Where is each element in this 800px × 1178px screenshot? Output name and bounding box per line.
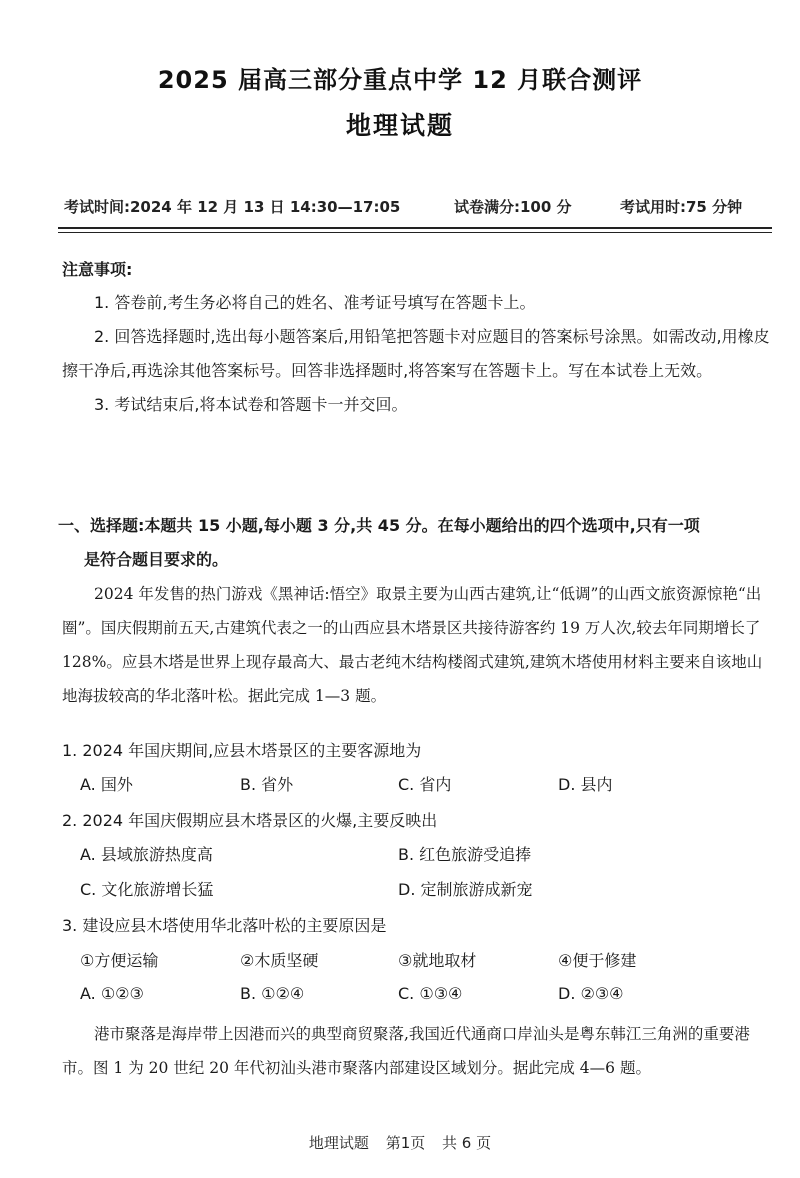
question-3-option-b: B. ①②④ [240, 984, 305, 1003]
question-3-option-c: C. ①③④ [398, 984, 463, 1003]
exam-duration: 考试用时:75 分钟 [620, 198, 743, 216]
section-heading-line-2: 是符合题目要求的。 [84, 550, 229, 569]
passage-1: 2024 年发售的热门游戏《黑神话:悟空》取景主要为山西古建筑,让“低调”的山西文旅资源惊艳“出圈”。国庆假期前五天,古建筑代表之一的山西应县木塔景区共接待游客约 19 万人次,较去年同期增长了 128%。应县木塔是世界上现存最高大、最古老纯木结构楼阁式建筑,建筑木塔使用材料主要来自该地山地海拔较高的华北落叶松。据此完成 1—3 题。 [62, 585, 763, 705]
full-score: 试卷满分:100 分 [454, 198, 572, 216]
passage-2: 港市聚落是海岸带上因港而兴的典型商贸聚落,我国近代通商口岸汕头是粤东韩江三角洲的重要港市。图 1 为 20 世纪 20 年代初汕头港市聚落内部建设区域划分。据此完成 4—6 题。 [62, 1025, 750, 1077]
question-3-option-d: D. ②③④ [558, 984, 624, 1003]
page-footer [0, 1132, 800, 1153]
question-3-statement-1: ①方便运输 [80, 951, 159, 970]
notes-heading: 注意事项: [62, 260, 133, 279]
section-heading-line-1: 一、选择题:本题共 15 小题,每小题 3 分,共 45 分。在每小题给出的四个选项中,只有一项 [58, 516, 700, 535]
note-item-3: 3. 考试结束后,将本试卷和答题卡一并交回。 [94, 395, 408, 414]
footer-total-pages: 共 6 页 [442, 1134, 492, 1152]
question-1-option-c: C. 省内 [398, 775, 452, 794]
question-1-stem: 1. 2024 年国庆期间,应县木塔景区的主要客源地为 [62, 741, 422, 760]
question-1-option-a: A. 国外 [80, 775, 133, 794]
question-2-stem: 2. 2024 年国庆假期应县木塔景区的火爆,主要反映出 [62, 811, 438, 830]
question-1-option-d: D. 县内 [558, 775, 613, 794]
exam-info-bar [64, 196, 764, 220]
question-2-option-a: A. 县域旅游热度高 [80, 845, 213, 864]
footer-page-number: 第1页 [385, 1134, 426, 1152]
question-3-statement-3: ③就地取材 [398, 951, 477, 970]
exam-subject-title: 地理试题 [345, 111, 454, 140]
note-item-1: 1. 答卷前,考生务必将自己的姓名、准考证号填写在答题卡上。 [94, 293, 536, 312]
question-3-statement-4: ④便于修建 [558, 951, 637, 970]
exam-time: 考试时间:2024 年 12 月 13 日 14:30—17:05 [64, 198, 401, 216]
question-2-option-b: B. 红色旅游受追捧 [398, 845, 532, 864]
question-3-stem: 3. 建设应县木塔使用华北落叶松的主要原因是 [62, 916, 387, 935]
question-1-option-b: B. 省外 [240, 775, 294, 794]
question-2-option-d: D. 定制旅游成新宠 [398, 880, 533, 899]
exam-title: 2025 届高三部分重点中学 12 月联合测评 [157, 66, 643, 94]
question-3-statement-2: ②木质坚硬 [240, 951, 319, 970]
section-heading [58, 509, 774, 577]
header-divider-thick [58, 227, 772, 229]
footer-subject: 地理试题 [308, 1134, 369, 1152]
note-item-2: 2. 回答选择题时,选出每小题答案后,用铅笔把答题卡对应题目的答案标号涂黑。如需改动,用橡皮擦干净后,再选涂其他答案标号。回答非选择题时,将答案写在答题卡上。写在本试卷上无效。 [62, 327, 770, 380]
notes-list [62, 286, 774, 422]
header-divider-thin [58, 232, 772, 233]
question-2-option-c: C. 文化旅游增长猛 [80, 880, 214, 899]
question-3-option-a: A. ①②③ [80, 984, 144, 1003]
